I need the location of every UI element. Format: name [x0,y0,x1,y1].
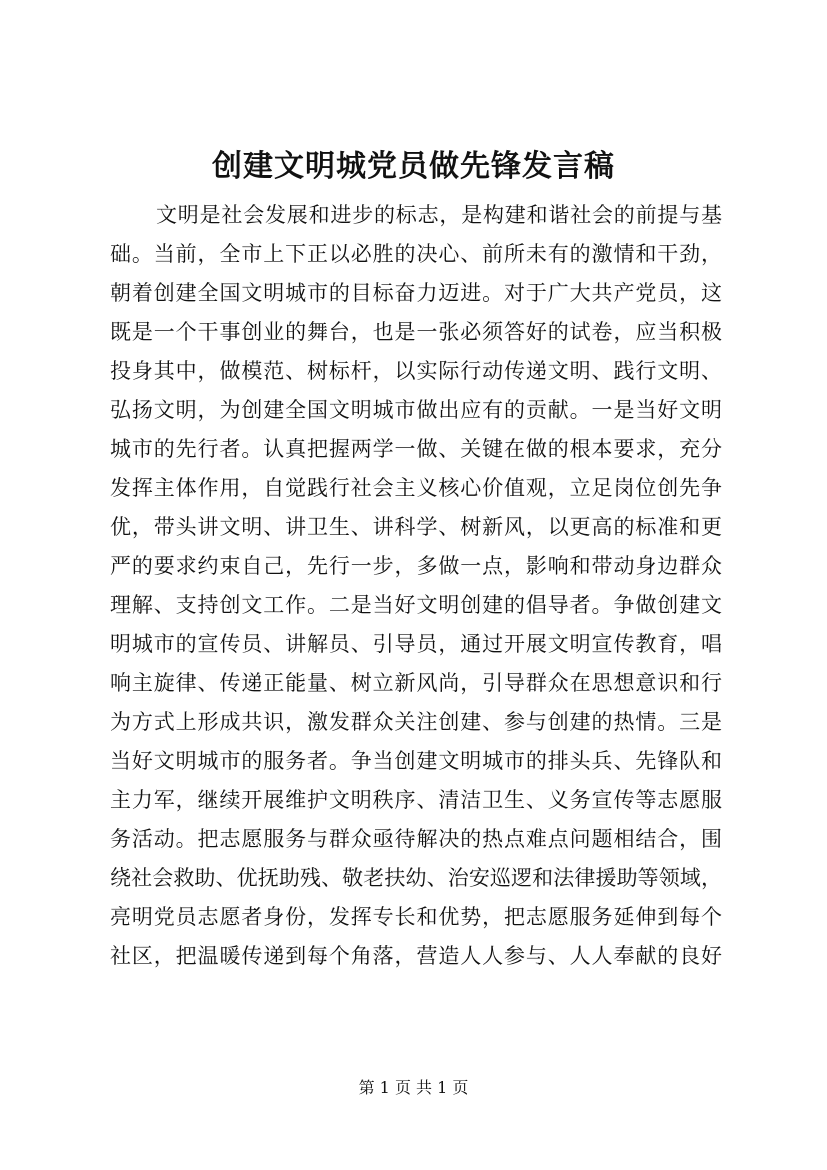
text-line: 投身其中，做模范、树标杆，以实际行动传递文明、践行文明、 [110,359,722,383]
text-line: 为方式上形成共识，激发群众关注创建、参与创建的热情。三是 [110,710,722,734]
text-line: 文明是社会发展和进步的标志，是构建和谐社会的前提与基 [156,203,722,227]
text-line: 务活动。把志愿服务与群众亟待解决的热点难点问题相结合，围 [110,827,722,851]
page-title: 创建文明城党员做先锋发言稿 [212,149,615,184]
text-line: 响主旋律、传递正能量、树立新风尚，引导群众在思想意识和行 [110,671,722,695]
text-line: 弘扬文明，为创建全国文明城市做出应有的贡献。一是当好文明 [110,398,722,422]
page-footer: 第 1 页 共 1 页 [358,1078,469,1097]
text-line: 当好文明城市的服务者。争当创建文明城市的排头兵、先锋队和 [110,749,722,773]
text-line: 理解、支持创文工作。二是当好文明创建的倡导者。争做创建文 [110,593,722,617]
text-line: 亮明党员志愿者身份，发挥专长和优势，把志愿服务延伸到每个 [110,905,722,929]
text-line: 优，带头讲文明、讲卫生、讲科学、树新风，以更高的标准和更 [110,515,722,539]
text-line: 既是一个干事创业的舞台，也是一张必须答好的试卷，应当积极 [110,320,722,344]
body-text [110,196,722,976]
text-line: 明城市的宣传员、讲解员、引导员，通过开展文明宣传教育，唱 [110,632,722,656]
text-line: 城市的先行者。认真把握两学一做、关键在做的根本要求，充分 [110,437,722,461]
text-line: 严的要求约束自己，先行一步，多做一点，影响和带动身边群众 [110,554,722,578]
text-line: 绕社会救助、优抚助残、敬老扶幼、治安巡逻和法律援助等领域， [110,866,722,890]
text-line: 主力军，继续开展维护文明秩序、清洁卫生、义务宣传等志愿服 [110,788,722,812]
text-line: 础。当前，全市上下正以必胜的决心、前所未有的激情和干劲， [110,242,722,266]
text-line: 社区，把温暖传递到每个角落，营造人人参与、人人奉献的良好 [110,944,722,968]
text-line: 发挥主体作用，自觉践行社会主义核心价值观，立足岗位创先争 [110,476,722,500]
text-line: 朝着创建全国文明城市的目标奋力迈进。对于广大共产党员，这 [110,281,722,305]
